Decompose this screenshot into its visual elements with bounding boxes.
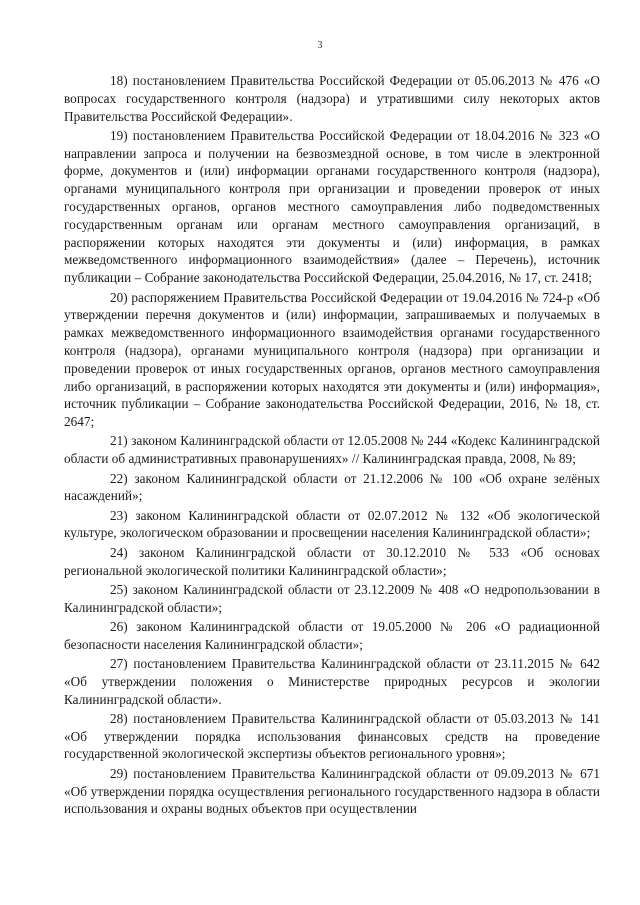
list-item-27: 27) постановлением Правительства Калининградской области от 23.11.2015 № 642 «Об утверждении положения о Министерстве природных ресурсов и экологии Калининградской области».	[64, 656, 600, 707]
list-item-26: 26) законом Калининградской области от 19.05.2000 № 206 «О радиационной безопасности населения Калининградской области»;	[64, 618, 600, 652]
document-body	[64, 72, 600, 820]
list-item-28: 28) постановлением Правительства Калининградской области от 05.03.2013 № 141 «Об утверждении порядка использования финансовых средств на проведение государственной экологической экспертизы объектов регионального уровня»;	[64, 710, 600, 762]
list-item-23: 23) законом Калининградской области от 02.07.2012 № 132 «Об экологической культуре, экологическом образовании и просвещении населения Калининградской области»;	[64, 507, 600, 541]
list-item-29: 29) постановлением Правительства Калининградской области от 09.09.2013 № 671 «Об утверждении порядка осуществления регионального государственного надзора в области использования и охраны водных объектов при осуществлении	[64, 765, 600, 817]
list-item-18: 18) постановлением Правительства Российской Федерации от 05.06.2013 № 476 «О вопросах государственного контроля (надзора) и утратившими силу некоторых актов Правительства Российской Федерации».	[64, 73, 600, 124]
list-item-24: 24) законом Калининградской области от 30.12.2010 № 533 «Об основах региональной экологической политики Калининградской области»;	[64, 544, 600, 578]
list-item-21: 21) законом Калининградской области от 12.05.2008 № 244 «Кодекс Калининградской области об административных правонарушениях» // Калининградская правда, 2008, № 89;	[64, 433, 600, 467]
page-number: 3	[317, 40, 323, 51]
list-item-20: 20) распоряжением Правительства Российской Федерации от 19.04.2016 № 724-р «Об утверждении перечня документов и (или) информации, запрашиваемых и получаемых в рамках межведомственного информационного взаимодействия органами государственного контроля (надзора), органами муниципального контроля (надзора) при организации и проведении проверок от иных государственных органов, органов местного самоуправления либо организаций, в распоряжении которых находятся эти документы и (или) информация», источник публикации – Собрание законодательства Российской Федерации, 2016, № 18, ст. 2647;	[64, 289, 600, 430]
list-item-25: 25) законом Калининградской области от 23.12.2009 № 408 «О недропользовании в Калининградской области»;	[64, 581, 600, 615]
list-item-19: 19) постановлением Правительства Российской Федерации от 18.04.2016 № 323 «О направлении запроса и получении на безвозмездной основе, в том числе в электронной форме, документов и (или) информации органами государственного контроля (надзора), органами муниципального контроля при организации и проведении проверок от иных государственных органов, органов местного самоуправления либо подведомственных государственным органам или органам местного самоуправления организаций, в распоряжении которых находятся эти документы и (или) информация, в рамках межведомственного информационного взаимодействия» (далее – Перечень), источник публикации – Собрание законодательства Российской Федерации, 25.04.2016, № 17, ст. 2418;	[64, 127, 600, 286]
list-item-22: 22) законом Калининградской области от 21.12.2006 № 100 «Об охране зелёных насаждений»;	[64, 470, 600, 504]
